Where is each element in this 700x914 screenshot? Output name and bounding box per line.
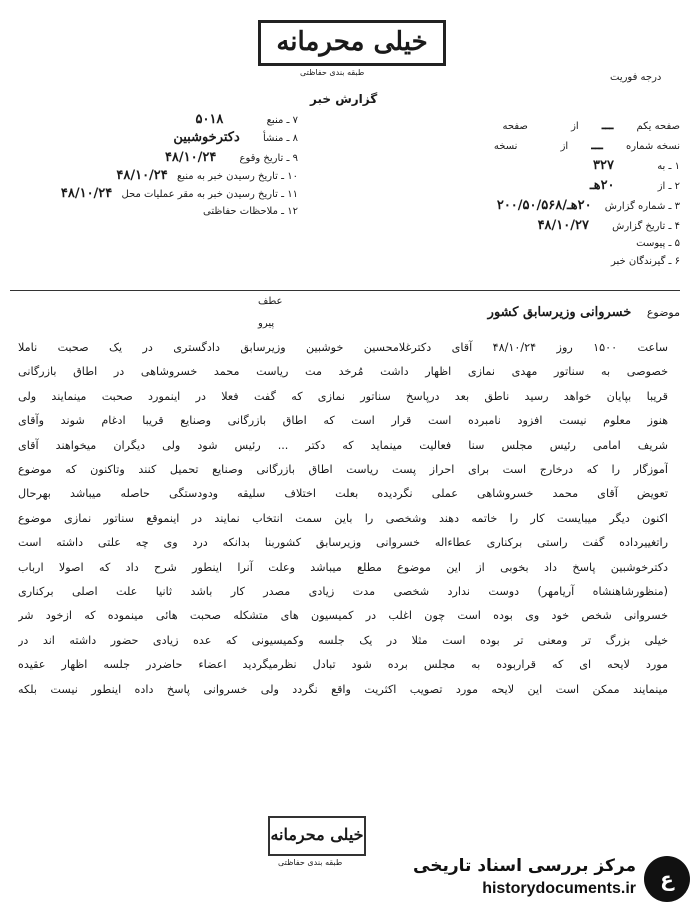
header-field-label: ۵ ـ پیوست <box>636 238 680 249</box>
header-field-label: ۷ ـ منبع <box>266 115 298 126</box>
header-field-value: ۴۸/۱۰/۲۴ <box>164 150 217 165</box>
header-field-label: نسخه شماره <box>626 141 680 152</box>
header-field-label: ۱۰ ـ تاریخ رسیدن خبر به منبع <box>176 171 298 182</box>
body-line: مینمایند ممکن است این لایحه مورد تصویب اکثریت واقع نگردد ولی خسروانی پاسخ داده اینطور نیست بلکه <box>18 682 668 696</box>
header-right-report-number <box>497 198 680 213</box>
header-field-value: از <box>571 121 579 132</box>
header-right-page <box>503 118 681 133</box>
priority-label: درجه فوریت <box>610 72 662 83</box>
body-line: شریف امامی رئیس مجلس سنا فعالیت مینماید که دکتر ... رئیس شود ولی دیگران میخواهند آقای <box>18 438 668 452</box>
header-right-from <box>590 178 680 193</box>
archive-logo-icon: ع <box>644 856 690 902</box>
body-line: دکترخوشبین پاسخ داد بخوبی از این موضوع مطلع میباشد وعلت آنرا اینطور شرح داد که اصولا ارباب <box>18 560 668 574</box>
header-field-value: ۵۰۱۸ <box>195 112 224 127</box>
body-line: ساعت ۱۵۰۰ روز ۴۸/۱۰/۲۴ آقای دکترغلامحسین خوشبین وزیرسابق دادگستری در یک صحبت ناملا <box>18 341 668 354</box>
header-field-value: از <box>560 141 569 152</box>
header-field-label: ۱۱ ـ تاریخ رسیدن خبر به مقر عملیات محل <box>121 189 298 200</box>
body-line: آموزگار را که درخارج است برای احراز پست ریاست اطاق بازرگانی وصنایع تحمیل کنند وتاکنون که موضوع <box>18 463 668 477</box>
archive-url: historydocuments.ir <box>482 880 636 897</box>
subject-label: موضوع <box>646 306 680 319</box>
body-line: خیلی بزرگ تر ومعنی تر بوده است مثلا در یک جلسه وکمیسیونی که عده زیادی حضور داشته اند در <box>18 633 668 647</box>
header-left-origin <box>173 130 298 145</box>
header-right-attachment <box>636 238 680 249</box>
classification-stamp-caption: طبقه بندی حفاظتی <box>300 68 365 77</box>
header-field-value: دکترخوشبین <box>173 130 240 145</box>
body-line: تعویض آقای محمد خسروشاهی عملی نگردیده بعلت اختلاف سلیقه ودودستگی حاصله میباشد بهرحال <box>18 487 668 501</box>
header-field-value: ۴۸/۱۰/۲۷ <box>537 218 589 233</box>
subject-value: خسروانی وزیرسابق کشور <box>487 305 632 320</box>
body-line: قریبا بپایان خواهد رسید ناطق بعد درپاسخ سناتور نمازی که گفت فعلا در اینمورد صحبت مینمایند ولی <box>18 389 668 403</box>
header-field-label: ۱ ـ به <box>657 161 680 172</box>
header-field-value: ـــ <box>601 118 614 133</box>
header-field-extra: نسخه <box>493 141 518 152</box>
header-left-hq-receipt <box>61 186 298 201</box>
archive-name: مرکز بررسی اسناد تاریخی <box>413 856 636 876</box>
body-line: هنوز معلوم نیست افزود نامبرده است قرار است که اطاق بازرگانی وصنایع قریبا ادغام شوند وآقای <box>18 414 668 428</box>
header-left-event-date <box>165 150 298 165</box>
body-line: (منظورشاهنشاه آریامهر) دوست ندارد شخصی مدت زیادی مصدر کار باشد ثانیا علت اصلی برکناری <box>18 585 668 599</box>
header-right-copy <box>494 138 680 153</box>
header-field-label: ۲ ـ از <box>657 181 680 192</box>
classification-stamp-footer: خیلی محرمانه <box>268 816 366 856</box>
body-line: راتغییرداده گفت راستی برکناری عطاءاله خسروانی وزیرسابق کشوربنا بدانکه درد وی چه علتی داشته است <box>18 536 668 550</box>
classification-stamp-footer-caption: طبقه بندی حفاظتی <box>278 858 343 867</box>
header-field-label: صفحه یکم <box>636 121 680 132</box>
header-right-recipients <box>611 256 680 267</box>
header-field-value: ـــ <box>591 138 603 153</box>
archive-watermark <box>413 852 690 908</box>
header-right-report-date <box>538 218 680 233</box>
header-field-label: ۸ ـ منشأ <box>262 133 298 144</box>
body-line: اکنون دیگر میبایست کار را خاتمه دهند وشخصی را باین سمت انتخاب نمایند در اینموقع سناتور نمازی موضوع <box>18 511 668 525</box>
header-left-source-receipt <box>116 168 298 183</box>
header-field-extra: صفحه <box>502 121 528 132</box>
header-field-label: ۳ ـ شماره گزارش <box>604 201 680 212</box>
header-left-security-notes <box>203 206 298 217</box>
header-divider <box>10 290 680 291</box>
header-field-value: ۲۰هـ/۲۰۰/۵۰/۵۶۸ <box>496 198 592 213</box>
header-field-value: ۴۸/۱۰/۲۴ <box>60 186 113 201</box>
reference-atf: عطف <box>258 296 283 307</box>
header-field-value: ۴۸/۱۰/۲۴ <box>116 168 168 183</box>
header-right-to <box>593 158 680 173</box>
header-left-source <box>195 112 298 127</box>
header-field-label: ۹ ـ تاریخ وقوع <box>239 153 298 164</box>
body-line: خسروانی شخص خود وی بوده است چون اغلب در کمیسیون های متشکله صحبت هائی مینموده که ازخود شر <box>18 609 668 623</box>
header-field-label: ۴ ـ تاریخ گزارش <box>612 221 680 232</box>
body-line: خصوصی به سناتور مهدی نمازی اظهار داشت مُرخد مت ریاست محمد خسروشاهی در اطاق بازرگانی <box>18 365 668 379</box>
reference-peyro: پیرو <box>258 318 275 329</box>
header-field-label: ۱۲ ـ ملاحظات حفاظتی <box>203 206 298 217</box>
subject-row <box>488 305 680 320</box>
body-line: مورد لایحه ای که قراربوده به مجلس برده شود تبادل نظرمیگردید اعضاء حاضردر جلسه اظهار عقیده <box>18 658 668 672</box>
classification-stamp: خیلی محرمانه <box>258 20 446 66</box>
report-title: گزارش خبر <box>310 92 378 106</box>
header-field-value: ۲۰هـ <box>589 178 615 193</box>
header-field-label: ۶ ـ گیرندگان خبر <box>610 256 680 267</box>
header-field-value: ۳۲۷ <box>593 158 614 173</box>
report-body <box>18 336 668 702</box>
